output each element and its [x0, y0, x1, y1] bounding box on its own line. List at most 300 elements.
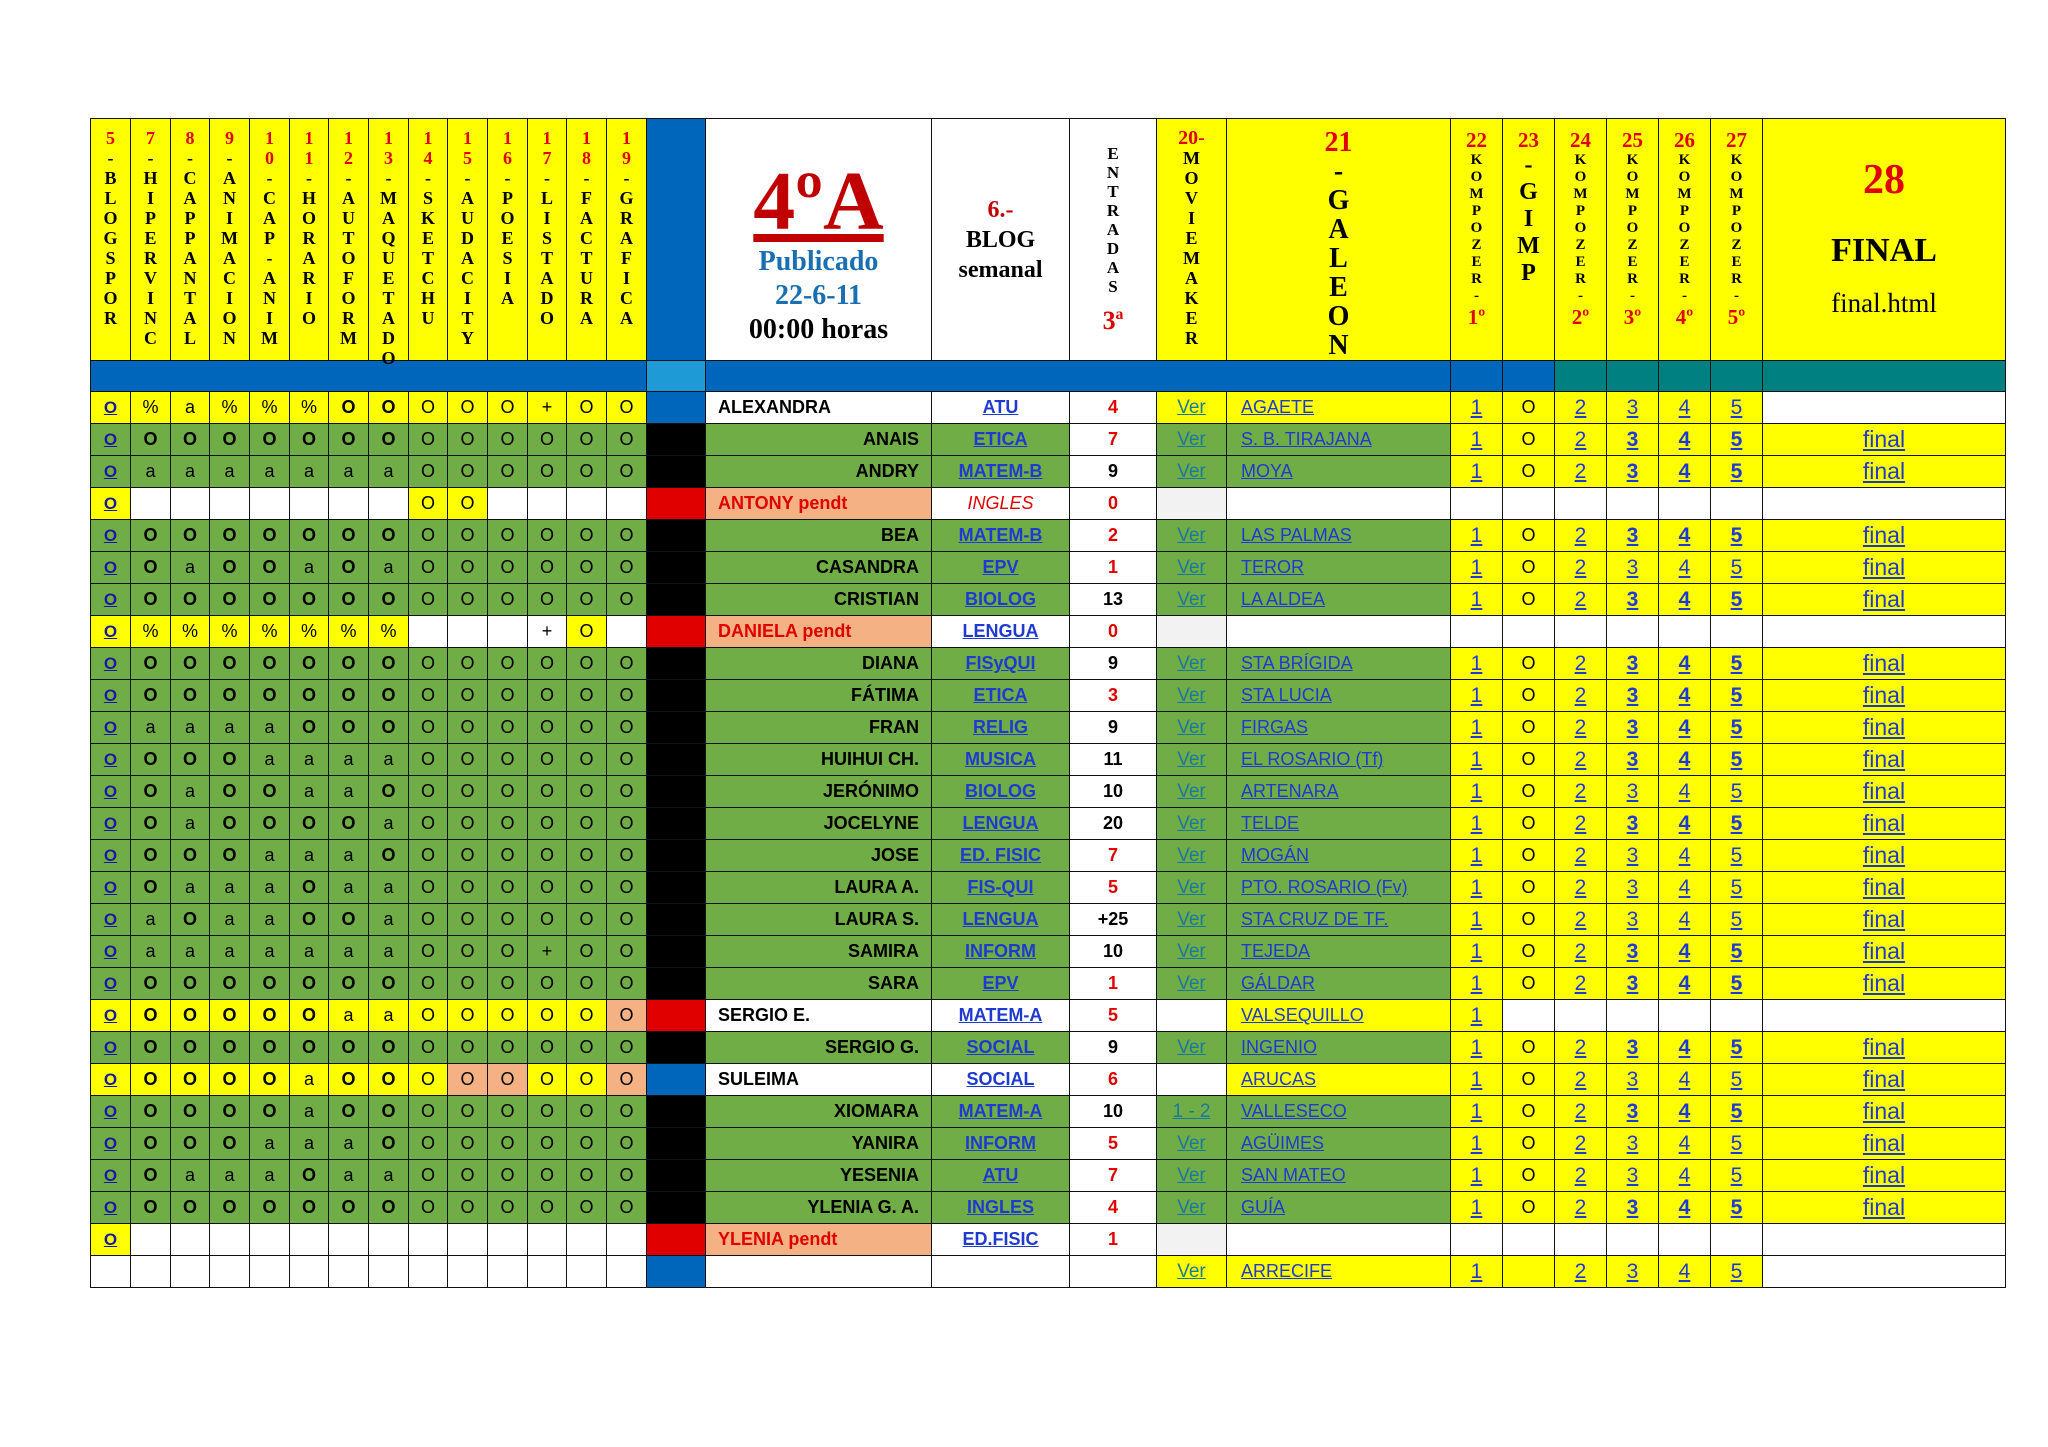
- blog-subject[interactable]: [932, 1256, 1070, 1288]
- kompozer-3-link[interactable]: 3: [1607, 424, 1659, 456]
- final-link[interactable]: final: [1763, 808, 2006, 840]
- kompozer-5-link[interactable]: 5: [1711, 872, 1763, 904]
- blog-subject[interactable]: SOCIAL: [932, 1032, 1070, 1064]
- task-mark-11: a: [290, 456, 329, 488]
- kompozer-3-link[interactable]: 3: [1607, 392, 1659, 424]
- blog-subject[interactable]: ATU: [932, 392, 1070, 424]
- blog-subject[interactable]: INFORM: [932, 1128, 1070, 1160]
- galeon-link[interactable]: VALLESECO: [1227, 1096, 1451, 1128]
- kompozer-4-link[interactable]: 4: [1659, 1192, 1711, 1224]
- task-mark-15: O: [448, 1096, 488, 1128]
- blog-link[interactable]: O: [103, 1006, 118, 1025]
- blog-link[interactable]: O: [103, 398, 118, 417]
- task-mark-5: [91, 776, 131, 808]
- kompozer-4-link[interactable]: 4: [1659, 808, 1711, 840]
- blog-subject[interactable]: INGLES: [932, 1192, 1070, 1224]
- kompozer-2-link[interactable]: 2: [1555, 552, 1607, 584]
- kompozer-3-link[interactable]: 3: [1607, 968, 1659, 1000]
- kompozer-5-link[interactable]: 5: [1711, 424, 1763, 456]
- moviemaker-link[interactable]: Ver: [1157, 1192, 1227, 1224]
- kompozer-1-link[interactable]: 1: [1451, 456, 1503, 488]
- kompozer-1-link[interactable]: 1: [1451, 712, 1503, 744]
- moviemaker-link[interactable]: Ver: [1157, 1256, 1227, 1288]
- blog-subject[interactable]: MUSICA: [932, 744, 1070, 776]
- student-name: ANTONY pendt: [706, 488, 932, 520]
- kompozer-5-link[interactable]: 5: [1711, 776, 1763, 808]
- kompozer-1-link[interactable]: 1: [1451, 648, 1503, 680]
- moviemaker-link[interactable]: Ver: [1157, 552, 1227, 584]
- kompozer-4-link[interactable]: 4: [1659, 744, 1711, 776]
- final-link[interactable]: final: [1763, 872, 2006, 904]
- kompozer-2-link[interactable]: 2: [1555, 744, 1607, 776]
- status-marker: [647, 904, 706, 936]
- final-link[interactable]: final: [1763, 424, 2006, 456]
- kompozer-3-link[interactable]: 3: [1607, 1160, 1659, 1192]
- kompozer-2-link[interactable]: 2: [1555, 936, 1607, 968]
- galeon-link[interactable]: FIRGAS: [1227, 712, 1451, 744]
- kompozer-1-link[interactable]: 1: [1451, 1256, 1503, 1288]
- blog-link[interactable]: O: [103, 974, 118, 993]
- kompozer-2-link[interactable]: 2: [1555, 648, 1607, 680]
- kompozer-3-link[interactable]: 3: [1607, 1128, 1659, 1160]
- task-mark-5: [91, 840, 131, 872]
- status-marker: [647, 1096, 706, 1128]
- galeon-link[interactable]: GUÍA: [1227, 1192, 1451, 1224]
- galeon-link[interactable]: TEROR: [1227, 552, 1451, 584]
- blog-link[interactable]: O: [103, 654, 118, 673]
- galeon-link[interactable]: STA CRUZ DE TF.: [1227, 904, 1451, 936]
- kompozer-1-link[interactable]: 1: [1451, 392, 1503, 424]
- kompozer-5-link[interactable]: 5: [1711, 904, 1763, 936]
- blog-link[interactable]: O: [103, 494, 118, 513]
- task-mark-16: O: [488, 520, 528, 552]
- kompozer-4-link[interactable]: 4: [1659, 1032, 1711, 1064]
- blog-link[interactable]: O: [103, 1134, 118, 1153]
- task-mark-19: O: [607, 840, 647, 872]
- kompozer-2-link[interactable]: 2: [1555, 712, 1607, 744]
- blog-link[interactable]: O: [103, 814, 118, 833]
- kompozer-5-link[interactable]: 5: [1711, 840, 1763, 872]
- blog-link[interactable]: O: [103, 1198, 118, 1217]
- blog-link[interactable]: O: [103, 1070, 118, 1089]
- task-mark-12: O: [329, 1064, 369, 1096]
- moviemaker-link[interactable]: Ver: [1157, 1032, 1227, 1064]
- blog-link[interactable]: O: [103, 718, 118, 737]
- kompozer-4-link[interactable]: 4: [1659, 936, 1711, 968]
- kompozer-1-link[interactable]: 1: [1451, 424, 1503, 456]
- kompozer-4-link[interactable]: 4: [1659, 648, 1711, 680]
- kompozer-5-link[interactable]: 5: [1711, 968, 1763, 1000]
- kompozer-3-link[interactable]: 3: [1607, 1256, 1659, 1288]
- galeon-link[interactable]: STA BRÍGIDA: [1227, 648, 1451, 680]
- kompozer-3-link[interactable]: 3: [1607, 840, 1659, 872]
- kompozer-1-link[interactable]: 1: [1451, 744, 1503, 776]
- galeon-link[interactable]: TELDE: [1227, 808, 1451, 840]
- task-mark-18: O: [567, 808, 607, 840]
- kompozer-3-link: [1607, 1224, 1659, 1256]
- kompozer-2-link[interactable]: 2: [1555, 424, 1607, 456]
- final-link[interactable]: final: [1763, 584, 2006, 616]
- blog-subject[interactable]: ED. FISIC: [932, 840, 1070, 872]
- kompozer-3-link[interactable]: 3: [1607, 872, 1659, 904]
- published-label: Publicado: [758, 246, 879, 277]
- kompozer-5-link[interactable]: 5: [1711, 808, 1763, 840]
- moviemaker-link[interactable]: Ver: [1157, 424, 1227, 456]
- task-mark-15: [448, 1224, 488, 1256]
- blog-subject[interactable]: FIS-QUI: [932, 872, 1070, 904]
- blog-link[interactable]: O: [103, 942, 118, 961]
- gimp-mark: O: [1503, 1128, 1555, 1160]
- moviemaker-link[interactable]: Ver: [1157, 584, 1227, 616]
- moviemaker-link[interactable]: Ver: [1157, 872, 1227, 904]
- kompozer-3-link[interactable]: 3: [1607, 1096, 1659, 1128]
- final-link[interactable]: final: [1763, 712, 2006, 744]
- task-mark-18: O: [567, 936, 607, 968]
- blog-link[interactable]: O: [103, 910, 118, 929]
- kompozer-4-link[interactable]: 4: [1659, 712, 1711, 744]
- status-marker: [647, 808, 706, 840]
- final-link[interactable]: final: [1763, 1096, 2006, 1128]
- moviemaker-link: [1157, 1000, 1227, 1032]
- task-mark-10: a: [250, 840, 290, 872]
- moviemaker-link[interactable]: Ver: [1157, 904, 1227, 936]
- kompozer-4-link[interactable]: 4: [1659, 552, 1711, 584]
- final-link[interactable]: final: [1763, 904, 2006, 936]
- final-link[interactable]: final: [1763, 648, 2006, 680]
- kompozer-3-link[interactable]: 3: [1607, 648, 1659, 680]
- blog-subject[interactable]: FISyQUI: [932, 648, 1070, 680]
- task-mark-19: O: [607, 776, 647, 808]
- final-link[interactable]: final: [1763, 936, 2006, 968]
- task-mark-19: O: [607, 1160, 647, 1192]
- kompozer-3-link[interactable]: 3: [1607, 1192, 1659, 1224]
- kompozer-3-link[interactable]: 3: [1607, 1032, 1659, 1064]
- kompozer-4-link[interactable]: 4: [1659, 1096, 1711, 1128]
- task-mark-13: [369, 1224, 409, 1256]
- blog-subject[interactable]: LENGUA: [932, 904, 1070, 936]
- kompozer-1-link[interactable]: 1: [1451, 1032, 1503, 1064]
- blog-subject[interactable]: EPV: [932, 968, 1070, 1000]
- galeon-link[interactable]: MOYA: [1227, 456, 1451, 488]
- kompozer-5-link[interactable]: 5: [1711, 1160, 1763, 1192]
- final-link[interactable]: final: [1763, 840, 2006, 872]
- blog-subject[interactable]: ETICA: [932, 424, 1070, 456]
- kompozer-1-link[interactable]: 1: [1451, 840, 1503, 872]
- kompozer-5-link[interactable]: 5: [1711, 584, 1763, 616]
- blog-subject[interactable]: MATEM-B: [932, 456, 1070, 488]
- kompozer-4-link[interactable]: 4: [1659, 904, 1711, 936]
- kompozer-4-link[interactable]: 4: [1659, 1256, 1711, 1288]
- task-mark-12: O: [329, 904, 369, 936]
- moviemaker-link[interactable]: Ver: [1157, 1160, 1227, 1192]
- kompozer-2-link[interactable]: 2: [1555, 840, 1607, 872]
- moviemaker-link[interactable]: Ver: [1157, 808, 1227, 840]
- kompozer-4-link: [1659, 488, 1711, 520]
- blog-subject[interactable]: ED.FISIC: [932, 1224, 1070, 1256]
- kompozer-5-link[interactable]: 5: [1711, 1128, 1763, 1160]
- task-mark-11: O: [290, 1000, 329, 1032]
- task-mark-10: O: [250, 1192, 290, 1224]
- galeon-link[interactable]: AGÜIMES: [1227, 1128, 1451, 1160]
- kompozer-2-link[interactable]: 2: [1555, 1096, 1607, 1128]
- kompozer-1-link[interactable]: 1: [1451, 968, 1503, 1000]
- kompozer-4-link[interactable]: 4: [1659, 680, 1711, 712]
- entradas-count: 2: [1070, 520, 1157, 552]
- blog-link[interactable]: O: [103, 462, 118, 481]
- kompozer-2-link[interactable]: 2: [1555, 776, 1607, 808]
- blog-link[interactable]: O: [103, 430, 118, 449]
- kompozer-3-link[interactable]: 3: [1607, 808, 1659, 840]
- galeon-link[interactable]: MOGÁN: [1227, 840, 1451, 872]
- blog-subject[interactable]: LENGUA: [932, 808, 1070, 840]
- kompozer-3-link[interactable]: 3: [1607, 712, 1659, 744]
- blog-subject[interactable]: SOCIAL: [932, 1064, 1070, 1096]
- kompozer-4-link[interactable]: 4: [1659, 968, 1711, 1000]
- blog-subject[interactable]: INFORM: [932, 936, 1070, 968]
- moviemaker-link[interactable]: Ver: [1157, 392, 1227, 424]
- kompozer-5-link[interactable]: 5: [1711, 1032, 1763, 1064]
- moviemaker-link[interactable]: Ver: [1157, 1128, 1227, 1160]
- blog-link[interactable]: O: [103, 590, 118, 609]
- kompozer-1-link[interactable]: 1: [1451, 808, 1503, 840]
- galeon-link[interactable]: PTO. ROSARIO (Fv): [1227, 872, 1451, 904]
- moviemaker-link[interactable]: Ver: [1157, 968, 1227, 1000]
- final-link[interactable]: final: [1763, 520, 2006, 552]
- galeon-link[interactable]: STA LUCIA: [1227, 680, 1451, 712]
- blog-subject[interactable]: EPV: [932, 552, 1070, 584]
- kompozer-1-link[interactable]: 1: [1451, 1096, 1503, 1128]
- kompozer-3-link[interactable]: 3: [1607, 936, 1659, 968]
- final-link: [1763, 1224, 2006, 1256]
- kompozer-5-link[interactable]: 5: [1711, 744, 1763, 776]
- kompozer-2-link[interactable]: 2: [1555, 584, 1607, 616]
- kompozer-5-link[interactable]: 5: [1711, 680, 1763, 712]
- blog-link[interactable]: O: [103, 878, 118, 897]
- blog-subject[interactable]: BIOLOG: [932, 776, 1070, 808]
- final-link: [1763, 1256, 2006, 1288]
- student-name: SULEIMA: [706, 1064, 932, 1096]
- moviemaker-link[interactable]: 1 - 2: [1157, 1096, 1227, 1128]
- blog-subject[interactable]: LENGUA: [932, 616, 1070, 648]
- final-link[interactable]: final: [1763, 1128, 2006, 1160]
- kompozer-3-link[interactable]: 3: [1607, 1064, 1659, 1096]
- final-link[interactable]: final: [1763, 552, 2006, 584]
- kompozer-4-link[interactable]: 4: [1659, 424, 1711, 456]
- kompozer-2-link[interactable]: 2: [1555, 1160, 1607, 1192]
- moviemaker-link[interactable]: Ver: [1157, 456, 1227, 488]
- kompozer-3-link[interactable]: 3: [1607, 552, 1659, 584]
- kompozer-3-link[interactable]: 3: [1607, 680, 1659, 712]
- kompozer-4-link[interactable]: 4: [1659, 456, 1711, 488]
- kompozer-5-link[interactable]: 5: [1711, 936, 1763, 968]
- kompozer-1-link[interactable]: 1: [1451, 1064, 1503, 1096]
- galeon-link[interactable]: LAS PALMAS: [1227, 520, 1451, 552]
- header-row: [91, 119, 2006, 361]
- gimp-mark: O: [1503, 424, 1555, 456]
- galeon-link[interactable]: ARRECIFE: [1227, 1256, 1451, 1288]
- galeon-link[interactable]: LA ALDEA: [1227, 584, 1451, 616]
- moviemaker-link[interactable]: Ver: [1157, 520, 1227, 552]
- kompozer-1-link[interactable]: 1: [1451, 936, 1503, 968]
- kompozer-5-link[interactable]: 5: [1711, 712, 1763, 744]
- kompozer-5-link[interactable]: 5: [1711, 456, 1763, 488]
- blog-link[interactable]: O: [103, 782, 118, 801]
- kompozer-5-link[interactable]: 5: [1711, 392, 1763, 424]
- blog-link[interactable]: O: [103, 558, 118, 577]
- final-link[interactable]: final: [1763, 744, 2006, 776]
- status-marker: [647, 872, 706, 904]
- kompozer-3-link[interactable]: 3: [1607, 776, 1659, 808]
- task-mark-9: a: [210, 904, 250, 936]
- moviemaker-link[interactable]: Ver: [1157, 936, 1227, 968]
- kompozer-4-link: [1659, 1224, 1711, 1256]
- blog-subject[interactable]: MATEM-B: [932, 520, 1070, 552]
- kompozer-2-link[interactable]: 2: [1555, 392, 1607, 424]
- task-mark-7: O: [131, 424, 171, 456]
- blog-subject[interactable]: ETICA: [932, 680, 1070, 712]
- final-link[interactable]: final: [1763, 680, 2006, 712]
- blog-link[interactable]: O: [103, 1102, 118, 1121]
- entradas-count: 7: [1070, 424, 1157, 456]
- kompozer-1-link[interactable]: 1: [1451, 680, 1503, 712]
- kompozer-1-link[interactable]: 1: [1451, 520, 1503, 552]
- task-mark-17: O: [528, 680, 567, 712]
- column-header-12: 1 2 - A U T O F O R M: [329, 119, 369, 361]
- kompozer-4-link[interactable]: 4: [1659, 872, 1711, 904]
- task-mark-18: O: [567, 520, 607, 552]
- blog-subject[interactable]: MATEM-A: [932, 1096, 1070, 1128]
- galeon-link[interactable]: TEJEDA: [1227, 936, 1451, 968]
- galeon-link[interactable]: ARTENARA: [1227, 776, 1451, 808]
- task-mark-8: a: [171, 776, 210, 808]
- kompozer-3-link[interactable]: 3: [1607, 520, 1659, 552]
- task-mark-19: O: [607, 1096, 647, 1128]
- task-mark-15: O: [448, 488, 488, 520]
- student-row: [91, 1224, 2006, 1256]
- galeon-link[interactable]: S. B. TIRAJANA: [1227, 424, 1451, 456]
- kompozer-5-link[interactable]: 5: [1711, 1192, 1763, 1224]
- final-link[interactable]: final: [1763, 776, 2006, 808]
- blog-link[interactable]: O: [103, 750, 118, 769]
- kompozer-5-link[interactable]: 5: [1711, 552, 1763, 584]
- blog-link[interactable]: O: [103, 1038, 118, 1057]
- kompozer-1-link[interactable]: 1: [1451, 1192, 1503, 1224]
- task-mark-10: a: [250, 872, 290, 904]
- kompozer-5-link[interactable]: 5: [1711, 520, 1763, 552]
- galeon-link[interactable]: AGAETE: [1227, 392, 1451, 424]
- task-mark-18: O: [567, 712, 607, 744]
- kompozer-2-link[interactable]: 2: [1555, 520, 1607, 552]
- moviemaker-link[interactable]: Ver: [1157, 776, 1227, 808]
- galeon-link[interactable]: GÁLDAR: [1227, 968, 1451, 1000]
- kompozer-2-link[interactable]: 2: [1555, 904, 1607, 936]
- moviemaker-link[interactable]: Ver: [1157, 744, 1227, 776]
- kompozer-2-link[interactable]: 2: [1555, 1192, 1607, 1224]
- blog-subject[interactable]: MATEM-A: [932, 1000, 1070, 1032]
- final-link[interactable]: final: [1763, 456, 2006, 488]
- moviemaker-link[interactable]: Ver: [1157, 680, 1227, 712]
- blog-subject[interactable]: INGLES: [932, 488, 1070, 520]
- kompozer-3-link[interactable]: 3: [1607, 904, 1659, 936]
- kompozer-4-link[interactable]: 4: [1659, 1160, 1711, 1192]
- final-link[interactable]: final: [1763, 1160, 2006, 1192]
- kompozer-2-link[interactable]: 2: [1555, 872, 1607, 904]
- blog-link[interactable]: O: [103, 686, 118, 705]
- kompozer-4-link[interactable]: 4: [1659, 392, 1711, 424]
- kompozer-1-link[interactable]: 1: [1451, 584, 1503, 616]
- galeon-link[interactable]: EL ROSARIO (Tf): [1227, 744, 1451, 776]
- kompozer-4-link[interactable]: 4: [1659, 840, 1711, 872]
- galeon-link[interactable]: INGENIO: [1227, 1032, 1451, 1064]
- final-link[interactable]: final: [1763, 1032, 2006, 1064]
- kompozer-1-link[interactable]: 1: [1451, 904, 1503, 936]
- kompozer-3-link[interactable]: 3: [1607, 456, 1659, 488]
- galeon-link[interactable]: ARUCAS: [1227, 1064, 1451, 1096]
- blog-link[interactable]: O: [103, 1166, 118, 1185]
- final-link[interactable]: final: [1763, 1192, 2006, 1224]
- kompozer-1-link[interactable]: 1: [1451, 552, 1503, 584]
- blog-link[interactable]: O: [103, 526, 118, 545]
- kompozer-5-link[interactable]: 5: [1711, 1256, 1763, 1288]
- kompozer-2-link[interactable]: 2: [1555, 1256, 1607, 1288]
- task-mark-10: a: [250, 712, 290, 744]
- kompozer-4-link[interactable]: 4: [1659, 584, 1711, 616]
- final-link[interactable]: final: [1763, 1064, 2006, 1096]
- kompozer-5-link[interactable]: 5: [1711, 1096, 1763, 1128]
- student-row: [91, 520, 2006, 552]
- task-mark-5: [91, 936, 131, 968]
- kompozer-1-link[interactable]: 1: [1451, 872, 1503, 904]
- kompozer-2-link[interactable]: 2: [1555, 456, 1607, 488]
- kompozer-2-link[interactable]: 2: [1555, 1032, 1607, 1064]
- kompozer-1-link[interactable]: 1: [1451, 1160, 1503, 1192]
- blog-link[interactable]: O: [103, 846, 118, 865]
- kompozer-4-link[interactable]: 4: [1659, 520, 1711, 552]
- kompozer-4-link[interactable]: 4: [1659, 1064, 1711, 1096]
- kompozer-2-link[interactable]: 2: [1555, 968, 1607, 1000]
- kompozer-1-link[interactable]: 1: [1451, 776, 1503, 808]
- kompozer-5-link[interactable]: 5: [1711, 648, 1763, 680]
- task-mark-14: O: [409, 1064, 448, 1096]
- kompozer-4-link[interactable]: 4: [1659, 1128, 1711, 1160]
- moviemaker-link[interactable]: Ver: [1157, 648, 1227, 680]
- blog-link[interactable]: O: [103, 622, 118, 641]
- kompozer-2-link[interactable]: 2: [1555, 680, 1607, 712]
- kompozer-2-link[interactable]: 2: [1555, 1064, 1607, 1096]
- task-mark-8: O: [171, 968, 210, 1000]
- kompozer-2-link[interactable]: 2: [1555, 1128, 1607, 1160]
- kompozer-3-link[interactable]: 3: [1607, 744, 1659, 776]
- kompozer-2-link[interactable]: 2: [1555, 808, 1607, 840]
- task-mark-8: O: [171, 840, 210, 872]
- moviemaker-link[interactable]: Ver: [1157, 840, 1227, 872]
- task-mark-14: O: [409, 392, 448, 424]
- blog-subject[interactable]: ATU: [932, 1160, 1070, 1192]
- blog-subject[interactable]: BIOLOG: [932, 584, 1070, 616]
- blog-link[interactable]: O: [103, 1230, 118, 1249]
- final-link[interactable]: final: [1763, 968, 2006, 1000]
- kompozer-1-link[interactable]: 1: [1451, 1128, 1503, 1160]
- kompozer-3-link[interactable]: 3: [1607, 584, 1659, 616]
- blog-subject[interactable]: RELIG: [932, 712, 1070, 744]
- galeon-link[interactable]: VALSEQUILLO: [1227, 1000, 1451, 1032]
- moviemaker-link[interactable]: Ver: [1157, 712, 1227, 744]
- galeon-link[interactable]: SAN MATEO: [1227, 1160, 1451, 1192]
- kompozer-4-link[interactable]: 4: [1659, 776, 1711, 808]
- task-mark-12: [329, 1224, 369, 1256]
- kompozer-1-link[interactable]: 1: [1451, 1000, 1503, 1032]
- kompozer-5-link[interactable]: 5: [1711, 1064, 1763, 1096]
